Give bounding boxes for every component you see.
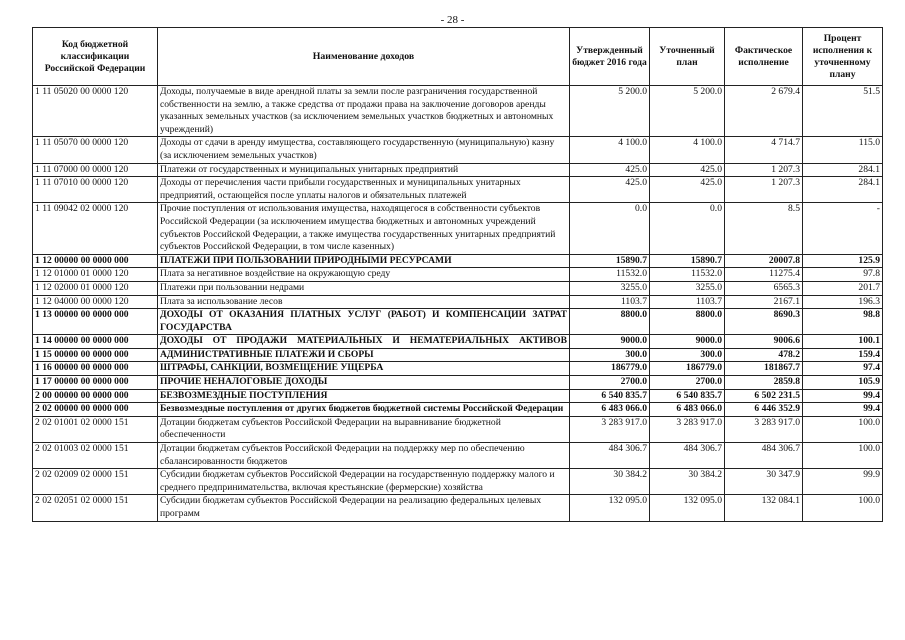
row-code: 1 12 00000 00 0000 000: [33, 254, 158, 268]
row-percent: 100.0: [803, 495, 883, 521]
row-percent: -: [803, 203, 883, 254]
table-row: [33, 389, 883, 403]
table-row: [33, 416, 883, 442]
row-revised: 5 200.0: [650, 86, 725, 137]
table-row: [33, 177, 883, 203]
row-revised: 1103.7: [650, 295, 725, 309]
row-revised: 0.0: [650, 203, 725, 254]
row-code: 1 13 00000 00 0000 000: [33, 309, 158, 335]
row-actual: 6565.3: [725, 281, 803, 295]
table-row: [33, 268, 883, 282]
row-actual: 2 679.4: [725, 86, 803, 137]
row-percent: 97.4: [803, 362, 883, 376]
row-name: Дотации бюджетам субъектов Российской Федерации на поддержку мер по обеспечению сбалансированности бюджетов: [158, 443, 570, 469]
row-name: Плата за использование лесов: [158, 295, 570, 309]
table-row: [33, 137, 883, 163]
row-percent: 100.0: [803, 443, 883, 469]
row-code: 1 12 01000 01 0000 120: [33, 268, 158, 282]
row-actual: 11275.4: [725, 268, 803, 282]
row-percent: 284.1: [803, 163, 883, 177]
row-actual: 1 207.3: [725, 177, 803, 203]
row-revised: 425.0: [650, 177, 725, 203]
row-approved: 6 483 066.0: [570, 403, 650, 417]
row-approved: 15890.7: [570, 254, 650, 268]
row-revised: 4 100.0: [650, 137, 725, 163]
header-actual: Фактическое исполнение: [725, 28, 803, 86]
row-code: 1 16 00000 00 0000 000: [33, 362, 158, 376]
row-percent: 125.9: [803, 254, 883, 268]
row-actual: 478.2: [725, 348, 803, 362]
row-actual: 6 502 231.5: [725, 389, 803, 403]
row-actual: 2859.8: [725, 376, 803, 390]
row-actual: 181867.7: [725, 362, 803, 376]
header-approved: Утвержденный бюджет 2016 года: [570, 28, 650, 86]
table-row: [33, 86, 883, 137]
row-code: 1 11 09042 02 0000 120: [33, 203, 158, 254]
table-row: [33, 403, 883, 417]
row-approved: 132 095.0: [570, 495, 650, 521]
row-approved: 0.0: [570, 203, 650, 254]
table-row: [33, 348, 883, 362]
row-approved: 3255.0: [570, 281, 650, 295]
row-approved: 425.0: [570, 177, 650, 203]
table-row: [33, 254, 883, 268]
row-percent: 201.7: [803, 281, 883, 295]
row-actual: 132 084.1: [725, 495, 803, 521]
row-revised: 15890.7: [650, 254, 725, 268]
row-approved: 3 283 917.0: [570, 416, 650, 442]
table-row: [33, 281, 883, 295]
row-percent: 196.3: [803, 295, 883, 309]
row-revised: 9000.0: [650, 335, 725, 349]
row-percent: 100.1: [803, 335, 883, 349]
table-row: [33, 362, 883, 376]
row-percent: 98.8: [803, 309, 883, 335]
row-name: Доходы, получаемые в виде арендной платы за земли после разграничения государственной собственности на землю, а также средства от продажи права на заключение договоров аренды указанных земельных участков (за исключением земельных участков бюджетных и автономных учреждений): [158, 86, 570, 137]
row-code: 2 02 02009 02 0000 151: [33, 469, 158, 495]
row-name: Безвозмездные поступления от других бюджетов бюджетной системы Российской Федерации: [158, 403, 570, 417]
row-revised: 425.0: [650, 163, 725, 177]
row-code: 1 17 00000 00 0000 000: [33, 376, 158, 390]
row-approved: 4 100.0: [570, 137, 650, 163]
row-approved: 2700.0: [570, 376, 650, 390]
row-revised: 8800.0: [650, 309, 725, 335]
row-revised: 132 095.0: [650, 495, 725, 521]
row-name: Доходы от сдачи в аренду имущества, составляющего государственную (муниципальную) казну (за исключением земельных участков): [158, 137, 570, 163]
row-revised: 30 384.2: [650, 469, 725, 495]
row-approved: 8800.0: [570, 309, 650, 335]
row-revised: 3255.0: [650, 281, 725, 295]
row-approved: 5 200.0: [570, 86, 650, 137]
row-percent: 105.9: [803, 376, 883, 390]
row-approved: 425.0: [570, 163, 650, 177]
row-name: ПРОЧИЕ НЕНАЛОГОВЫЕ ДОХОДЫ: [158, 376, 570, 390]
row-revised: 186779.0: [650, 362, 725, 376]
row-percent: 99.4: [803, 403, 883, 417]
row-actual: 6 446 352.9: [725, 403, 803, 417]
row-code: 2 02 02051 02 0000 151: [33, 495, 158, 521]
row-code: 1 11 07010 00 0000 120: [33, 177, 158, 203]
row-name: ДОХОДЫ ОТ ОКАЗАНИЯ ПЛАТНЫХ УСЛУГ (РАБОТ) И КОМПЕНСАЦИИ ЗАТРАТ ГОСУДАРСТВА: [158, 309, 570, 335]
row-percent: 97.8: [803, 268, 883, 282]
row-revised: 300.0: [650, 348, 725, 362]
row-actual: 4 714.7: [725, 137, 803, 163]
row-name: Прочие поступления от использования имущества, находящегося в собственности субъектов Российской Федерации (за исключением имущества бюджетных и автономных учреждений субъектов Российской Федерации, а также имущества государственных унитарных предприятий субъектов Российской Федерации, в том числе казенных): [158, 203, 570, 254]
row-code: 1 11 05020 00 0000 120: [33, 86, 158, 137]
page-number: - 28 -: [440, 14, 465, 26]
table-row: [33, 309, 883, 335]
row-code: 1 11 07000 00 0000 120: [33, 163, 158, 177]
row-code: 2 02 00000 00 0000 000: [33, 403, 158, 417]
row-approved: 11532.0: [570, 268, 650, 282]
row-percent: 115.0: [803, 137, 883, 163]
row-revised: 11532.0: [650, 268, 725, 282]
row-actual: 3 283 917.0: [725, 416, 803, 442]
row-percent: 284.1: [803, 177, 883, 203]
row-code: 2 02 01001 02 0000 151: [33, 416, 158, 442]
table-row: [33, 295, 883, 309]
row-code: 1 15 00000 00 0000 000: [33, 348, 158, 362]
row-approved: 9000.0: [570, 335, 650, 349]
row-name: ДОХОДЫ ОТ ПРОДАЖИ МАТЕРИАЛЬНЫХ И НЕМАТЕРИАЛЬНЫХ АКТИВОВ: [158, 335, 570, 349]
row-approved: 6 540 835.7: [570, 389, 650, 403]
table-row: [33, 495, 883, 521]
row-code: 1 12 04000 00 0000 120: [33, 295, 158, 309]
table-row: [33, 335, 883, 349]
table-header-row: [33, 28, 883, 86]
table-row: [33, 443, 883, 469]
row-actual: 484 306.7: [725, 443, 803, 469]
row-actual: 30 347.9: [725, 469, 803, 495]
table-row: [33, 376, 883, 390]
row-approved: 30 384.2: [570, 469, 650, 495]
row-code: 2 02 01003 02 0000 151: [33, 443, 158, 469]
table-row: [33, 203, 883, 254]
row-name: Субсидии бюджетам субъектов Российской Федерации на государственную поддержку малого и среднего предпринимательства, включая крестьянские (фермерские) хозяйства: [158, 469, 570, 495]
row-actual: 9006.6: [725, 335, 803, 349]
revenue-table: [32, 27, 883, 522]
row-percent: 100.0: [803, 416, 883, 442]
row-actual: 2167.1: [725, 295, 803, 309]
header-name: Наименование доходов: [158, 28, 570, 86]
row-name: АДМИНИСТРАТИВНЫЕ ПЛАТЕЖИ И СБОРЫ: [158, 348, 570, 362]
row-percent: 159.4: [803, 348, 883, 362]
row-revised: 6 483 066.0: [650, 403, 725, 417]
row-code: 1 14 00000 00 0000 000: [33, 335, 158, 349]
row-name: Доходы от перечисления части прибыли государственных и муниципальных унитарных предприятий, остающейся после уплаты налогов и обязательных платежей: [158, 177, 570, 203]
row-approved: 484 306.7: [570, 443, 650, 469]
header-revised: Уточненный план: [650, 28, 725, 86]
row-code: 1 11 05070 00 0000 120: [33, 137, 158, 163]
row-percent: 99.9: [803, 469, 883, 495]
row-revised: 3 283 917.0: [650, 416, 725, 442]
row-approved: 1103.7: [570, 295, 650, 309]
row-name: Платежи от государственных и муниципальных унитарных предприятий: [158, 163, 570, 177]
row-revised: 2700.0: [650, 376, 725, 390]
row-actual: 20007.8: [725, 254, 803, 268]
row-percent: 51.5: [803, 86, 883, 137]
row-code: 1 12 02000 01 0000 120: [33, 281, 158, 295]
row-name: БЕЗВОЗМЕЗДНЫЕ ПОСТУПЛЕНИЯ: [158, 389, 570, 403]
table-row: [33, 163, 883, 177]
row-name: ШТРАФЫ, САНКЦИИ, ВОЗМЕЩЕНИЕ УЩЕРБА: [158, 362, 570, 376]
row-actual: 1 207.3: [725, 163, 803, 177]
row-actual: 8690.3: [725, 309, 803, 335]
row-name: Субсидии бюджетам субъектов Российской Федерации на реализацию федеральных целевых программ: [158, 495, 570, 521]
row-name: ПЛАТЕЖИ ПРИ ПОЛЬЗОВАНИИ ПРИРОДНЫМИ РЕСУРСАМИ: [158, 254, 570, 268]
row-name: Дотации бюджетам субъектов Российской Федерации на выравнивание бюджетной обеспеченности: [158, 416, 570, 442]
row-name: Платежи при пользовании недрами: [158, 281, 570, 295]
row-approved: 186779.0: [570, 362, 650, 376]
table-body: [33, 86, 883, 522]
row-name: Плата за негативное воздействие на окружающую среду: [158, 268, 570, 282]
header-code: Код бюджетной классификации Российской Федерации: [33, 28, 158, 86]
table-row: [33, 469, 883, 495]
row-revised: 6 540 835.7: [650, 389, 725, 403]
row-actual: 8.5: [725, 203, 803, 254]
row-percent: 99.4: [803, 389, 883, 403]
header-percent: Процент исполнения к уточненному плану: [803, 28, 883, 86]
row-revised: 484 306.7: [650, 443, 725, 469]
row-code: 2 00 00000 00 0000 000: [33, 389, 158, 403]
row-approved: 300.0: [570, 348, 650, 362]
